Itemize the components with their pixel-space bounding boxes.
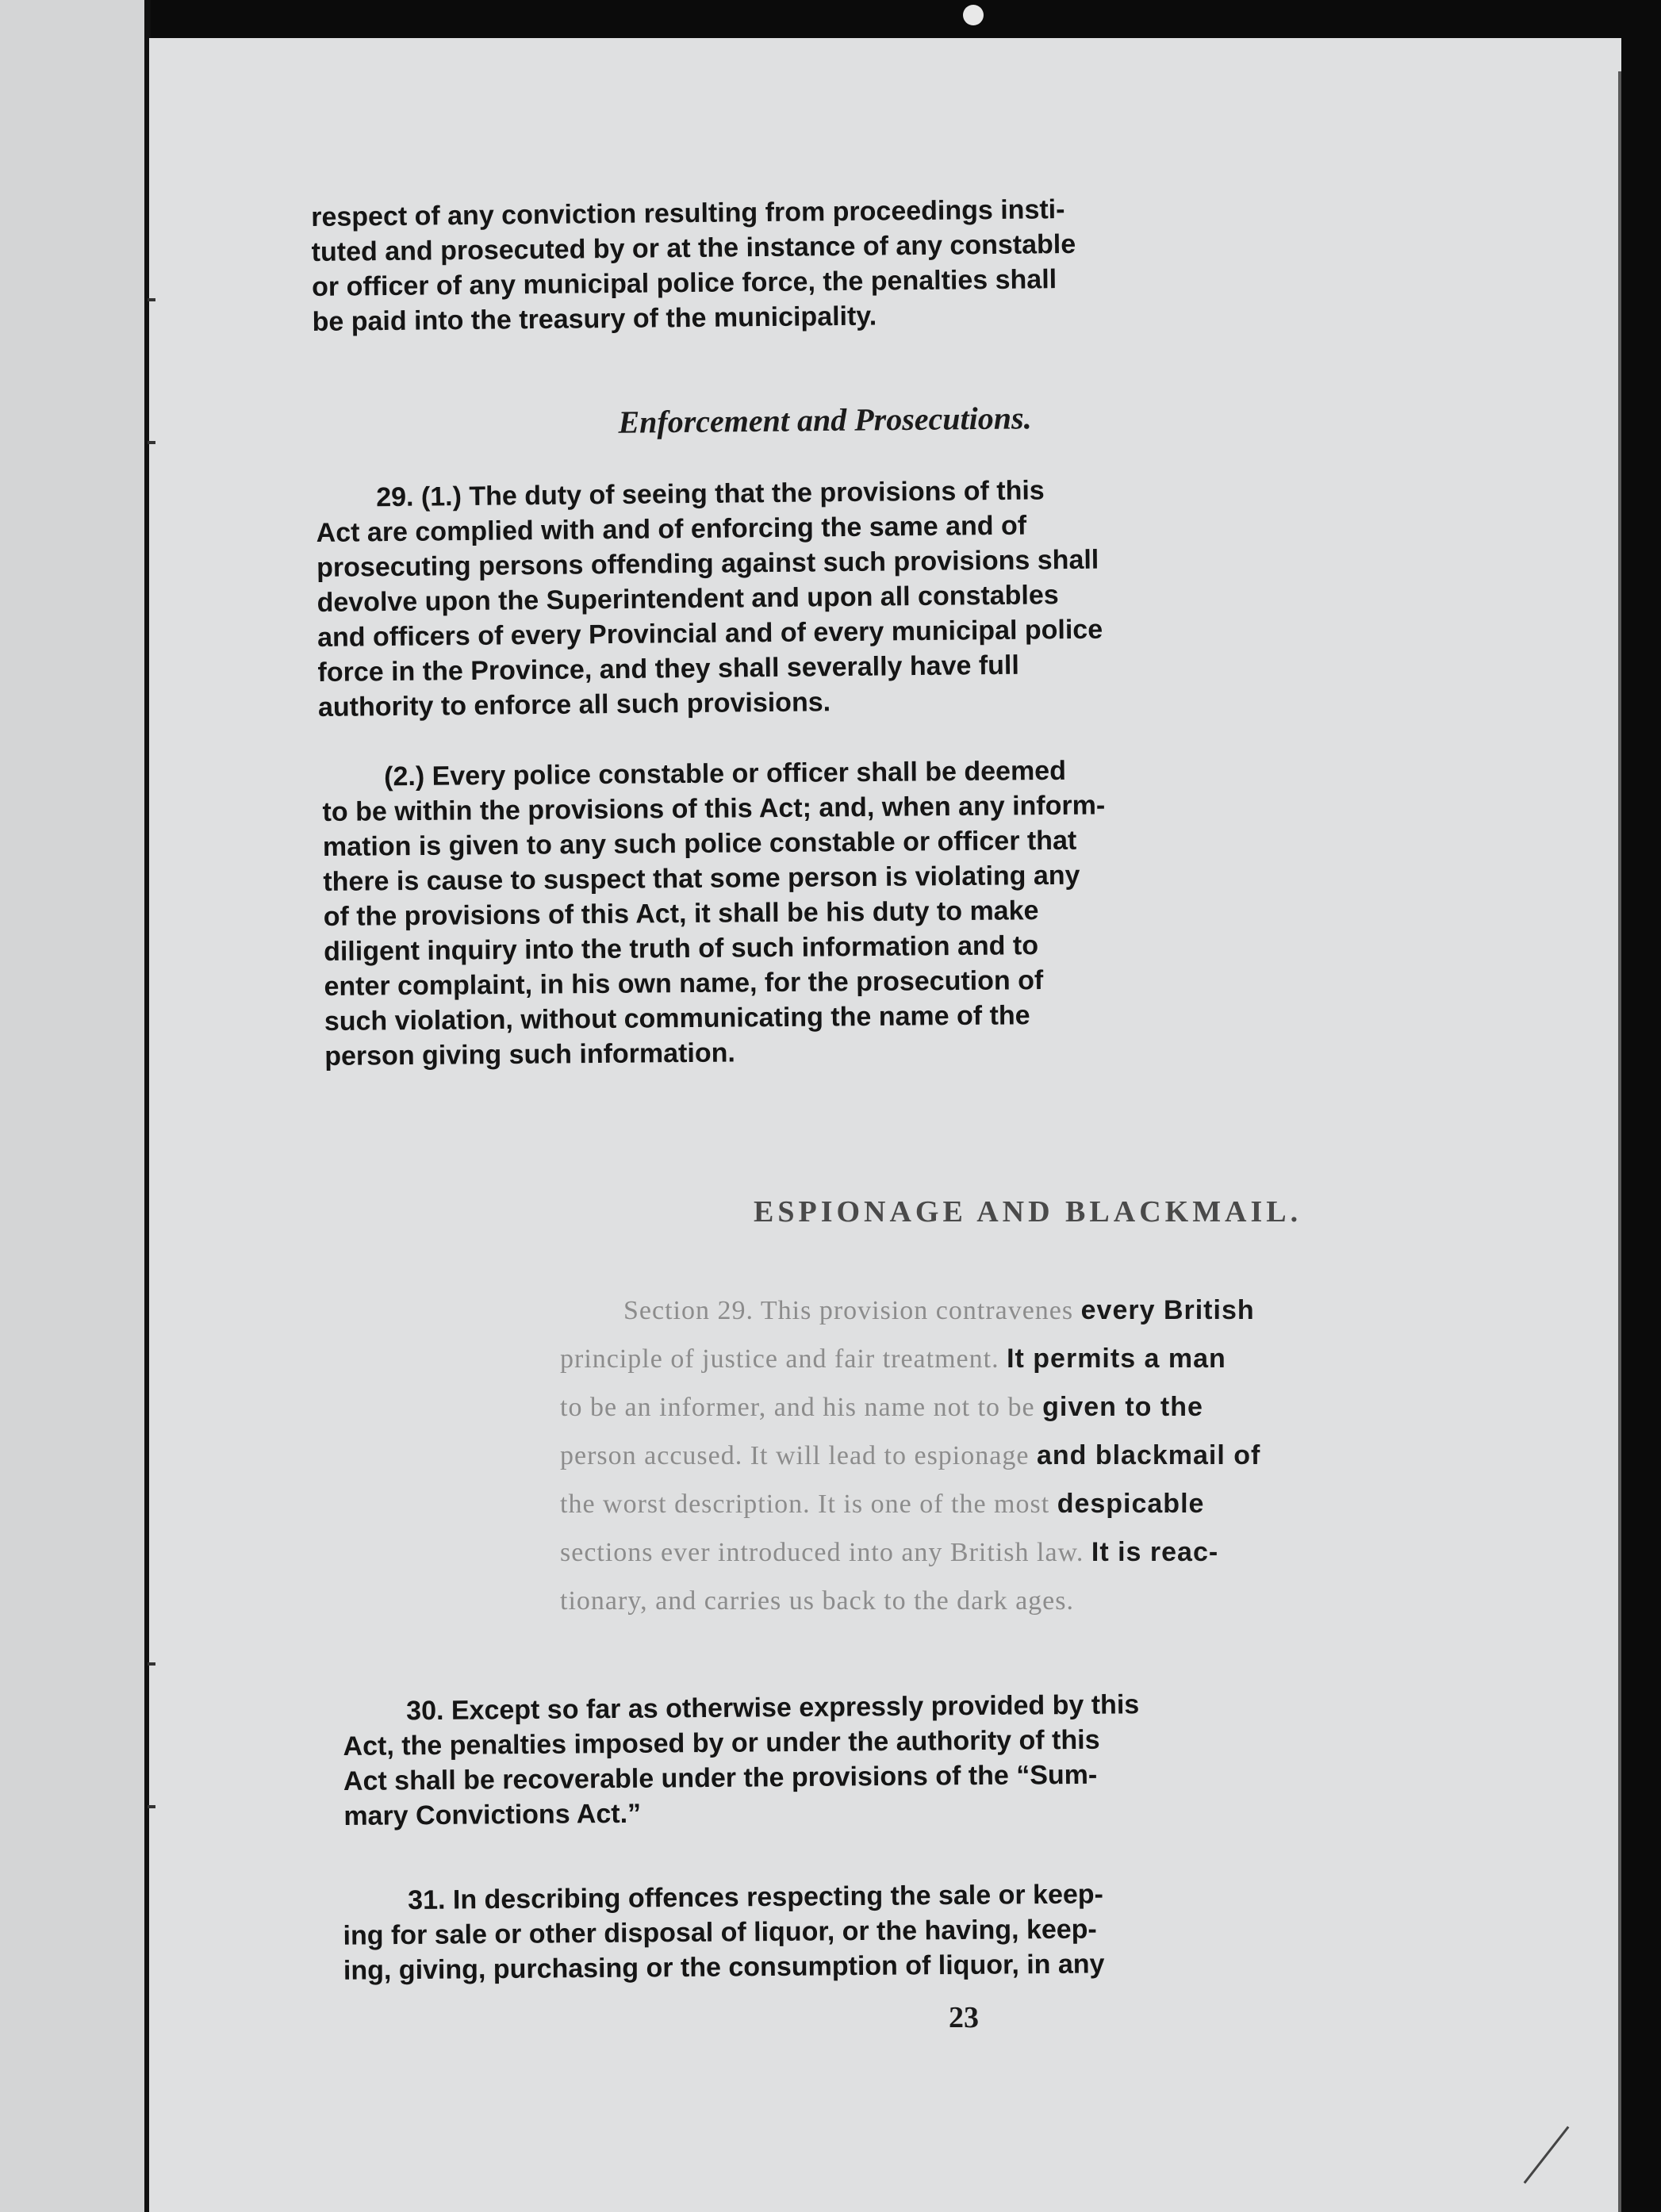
dark-text: every British <box>1080 1295 1255 1325</box>
section-31 <box>343 1875 1337 1988</box>
commentary-line <box>560 1432 1525 1480</box>
text-line: to be within the provisions of this Act; and, when any inform- <box>322 790 1106 827</box>
text-line: prosecuting persons offending against such provisions shall <box>316 544 1099 583</box>
text-line: ing, giving, purchasing or the consumption of liquor, in any <box>343 1949 1105 1986</box>
section-number: 31. <box>408 1884 446 1915</box>
text-line: or officer of any municipal police force, the penalties shall <box>311 264 1057 302</box>
text-line: respect of any conviction resulting from proceedings insti- <box>311 194 1065 232</box>
commentary-line <box>560 1286 1525 1335</box>
continued-paragraph <box>311 190 1296 339</box>
text-line: person giving such information. <box>324 1037 736 1071</box>
text-line: such violation, without communicating the name of the <box>324 1000 1030 1037</box>
gutter-tick-4 <box>148 1805 155 1808</box>
section-heading-enforcement: Enforcement and Prosecutions. <box>618 400 1032 440</box>
faint-text: tionary, and carries us back to the dark ages. <box>560 1586 1075 1616</box>
text-line: there is cause to suspect that some person is violating any <box>323 860 1080 897</box>
text-line: tuted and prosecuted by or at the instance of any constable <box>311 228 1076 267</box>
dark-text: despicable <box>1057 1489 1205 1519</box>
page-number: 23 <box>949 2001 979 2034</box>
commentary-line <box>560 1383 1525 1432</box>
text-line: and officers of every Provincial and of every municipal police <box>316 614 1103 653</box>
section-30 <box>343 1685 1330 1834</box>
dark-text: given to the <box>1042 1392 1203 1422</box>
commentary-line <box>560 1480 1525 1528</box>
page-right-edge <box>1618 71 1621 2212</box>
text-line: Act are complied with and of enforcing the same and of <box>316 510 1027 548</box>
gutter-tick-3 <box>148 1662 155 1666</box>
gutter-tick-2 <box>148 441 155 444</box>
text-line: mation is given to any such police constable or officer that <box>322 825 1077 862</box>
scan-mark-top <box>963 5 984 25</box>
dark-text: It permits a man <box>1007 1344 1226 1374</box>
commentary-heading: ESPIONAGE AND BLACKMAIL. <box>754 1195 1302 1229</box>
text-line: be paid into the treasury of the municipality. <box>312 301 877 337</box>
text-line: (2.) Every police constable or officer shall be deemed <box>384 755 1067 792</box>
text-line: of the provisions of this Act, it shall be his duty to make <box>323 895 1039 932</box>
section-number: 29. <box>376 481 414 513</box>
gutter-tick-1 <box>148 298 155 301</box>
faint-text: the worst description. It is one of the most <box>560 1489 1057 1519</box>
section-number: 30. <box>406 1695 444 1727</box>
commentary-line <box>560 1577 1525 1625</box>
text-line: devolve upon the Superintendent and upon all constables <box>316 580 1059 618</box>
text-line: force in the Province, and they shall severally have full <box>317 650 1020 688</box>
text-line: Act, the penalties imposed by or under the authority of this <box>343 1724 1100 1762</box>
facing-page-edge <box>0 0 144 2212</box>
dark-text: and blackmail of <box>1036 1440 1261 1470</box>
faint-text: person accused. It will lead to espionage <box>560 1441 1037 1470</box>
commentary-line <box>560 1528 1525 1577</box>
text-fragment: Except so far as otherwise expressly provided by this <box>443 1689 1140 1726</box>
commentary-paragraph <box>560 1286 1525 1625</box>
text-line: Act shall be recoverable under the provisions of the “Sum- <box>343 1759 1098 1796</box>
text-line: enter complaint, in his own name, for the prosecution of <box>324 965 1044 1002</box>
section-29-subsection-1 <box>316 470 1305 725</box>
faint-text: Section 29. This provision contravenes <box>623 1296 1081 1325</box>
section-29-subsection-2 <box>322 751 1311 1074</box>
faint-text: sections ever introduced into any British law. <box>560 1538 1091 1567</box>
faint-text: principle of justice and fair treatment. <box>560 1344 1007 1374</box>
text-line: authority to enforce all such provisions. <box>317 687 831 723</box>
text-fragment: In describing offences respecting the sale or keep- <box>445 1879 1104 1915</box>
commentary-line <box>560 1335 1525 1383</box>
text-line: mary Convictions Act.” <box>343 1798 642 1831</box>
text-fragment: (1.) The duty of seeing that the provisions of this <box>413 475 1045 512</box>
text-line: ing for sale or other disposal of liquor, or the having, keep- <box>343 1914 1097 1951</box>
faint-text: to be an informer, and his name not to be <box>560 1393 1043 1422</box>
text-line: diligent inquiry into the truth of such information and to <box>323 930 1039 967</box>
dark-text: It is reac- <box>1091 1537 1219 1567</box>
